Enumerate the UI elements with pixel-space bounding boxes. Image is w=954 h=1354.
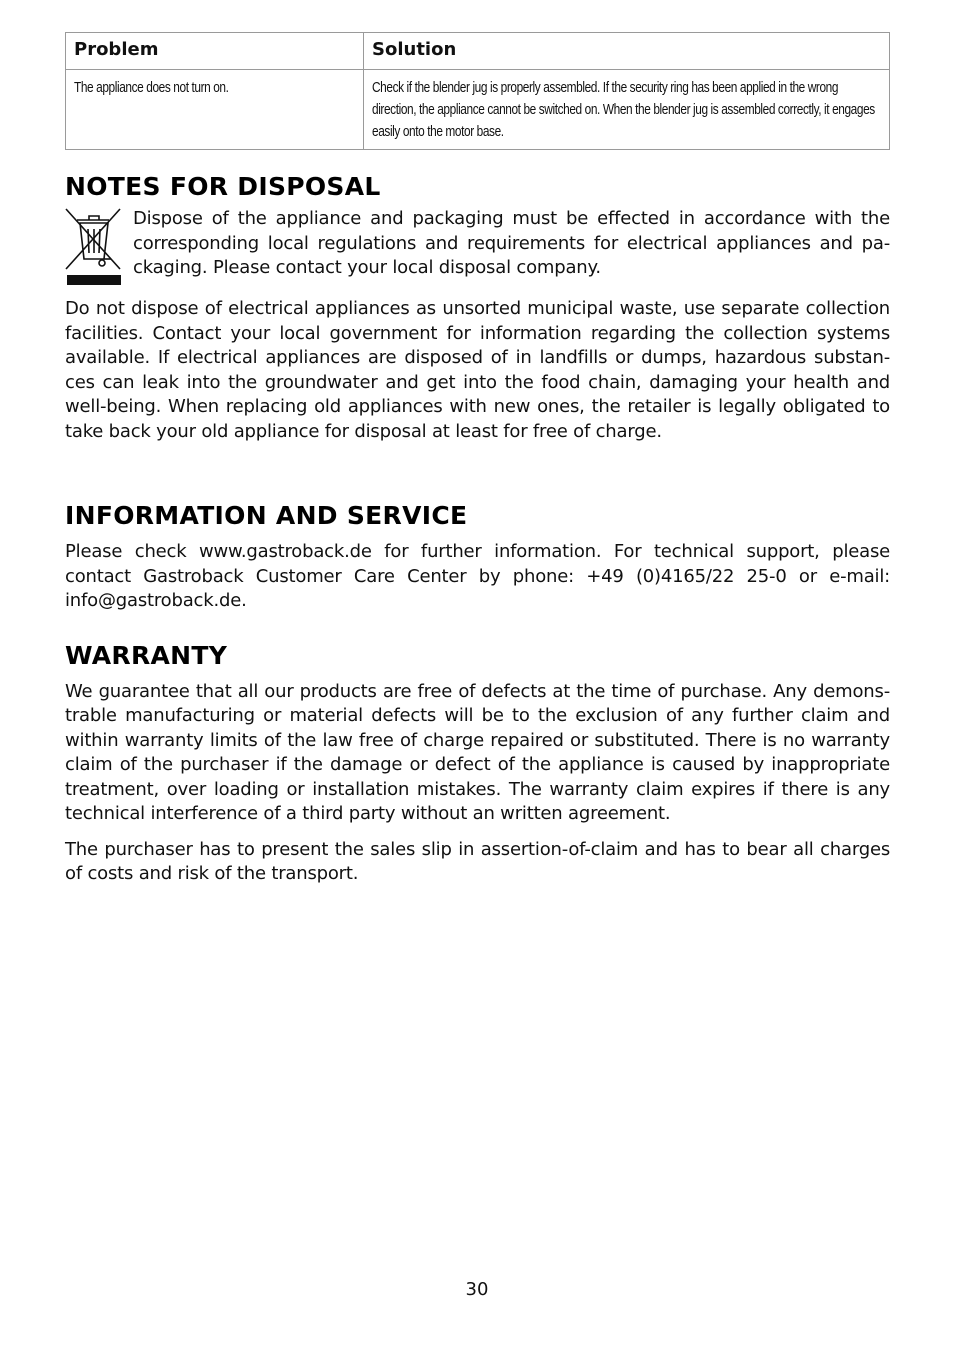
- header-solution: Solution: [364, 33, 890, 70]
- cell-solution: [364, 70, 890, 150]
- disposal-paragraph-1: Dispose of the appliance and packaging must be effected in accordance with the corresponding local regulations and requirements for electrical appliances and pa-ckaging. Please contact your local disposal company.: [133, 208, 890, 278]
- disposal-heading: NOTES FOR DISPOSAL: [65, 172, 381, 201]
- disposal-intro: [65, 207, 890, 287]
- warranty-paragraph-1: We guarantee that all our products are free of defects at the time of purchase. Any demons-trable manufacturing or material defects will be to the exclusion of any further claim and within warranty limits of the law free of charge repaired or substituted. There is no warranty claim of the purchaser if the damage or defect of the appliance is caused by inappropriate treatment, over loading or installation mistakes. The warranty claim expires if there is any technical interference of a third party without an written agreement.: [65, 680, 890, 824]
- table-header-row: [66, 33, 890, 70]
- crossed-out-wheelie-bin-icon: [65, 207, 123, 287]
- solution-text: Check if the blender jug is properly assembled. If the security ring has been applied in the wrong direction, the appliance cannot be switched on. When the blender jug is assembled correctly, it engages easily onto the motor base.: [372, 80, 875, 140]
- table-row: [66, 70, 890, 150]
- problem-text: The appliance does not turn on.: [74, 80, 229, 96]
- troubleshooting-table: [65, 32, 890, 150]
- warranty-paragraph-2: The purchaser has to present the sales slip in assertion-of-claim and has to bear all charges of costs and risk of the transport.: [65, 838, 890, 884]
- disposal-paragraph-2: Do not dispose of electrical appliances as unsorted municipal waste, use separate collection facilities. Contact your local government for information regarding the collection systems available. If electrical appliances are disposed of in landfills or dumps, hazardous substan-ces can leak into the groundwater and get into the food chain, damaging your health and well-being. When replacing old appliances with new ones, the retailer is legally obligated to take back your old appliance for disposal at least for free of charge.: [65, 298, 890, 442]
- page-content: [65, 32, 890, 887]
- information-paragraph: Please check www.gastroback.de for further information. For technical support, please contact Gastroback Customer Care Center by phone: +49 (0)4165/22 25-0 or e-mail: info@gastroback.de.: [65, 541, 890, 611]
- header-problem: Problem: [66, 33, 364, 70]
- page-number: 30: [465, 1279, 489, 1300]
- warranty-heading: WARRANTY: [65, 640, 228, 670]
- information-service-section: [65, 501, 890, 614]
- cell-problem: [66, 70, 364, 150]
- warranty-section: [65, 641, 890, 887]
- information-heading: INFORMATION AND SERVICE: [65, 501, 468, 530]
- disposal-section: [65, 172, 890, 444]
